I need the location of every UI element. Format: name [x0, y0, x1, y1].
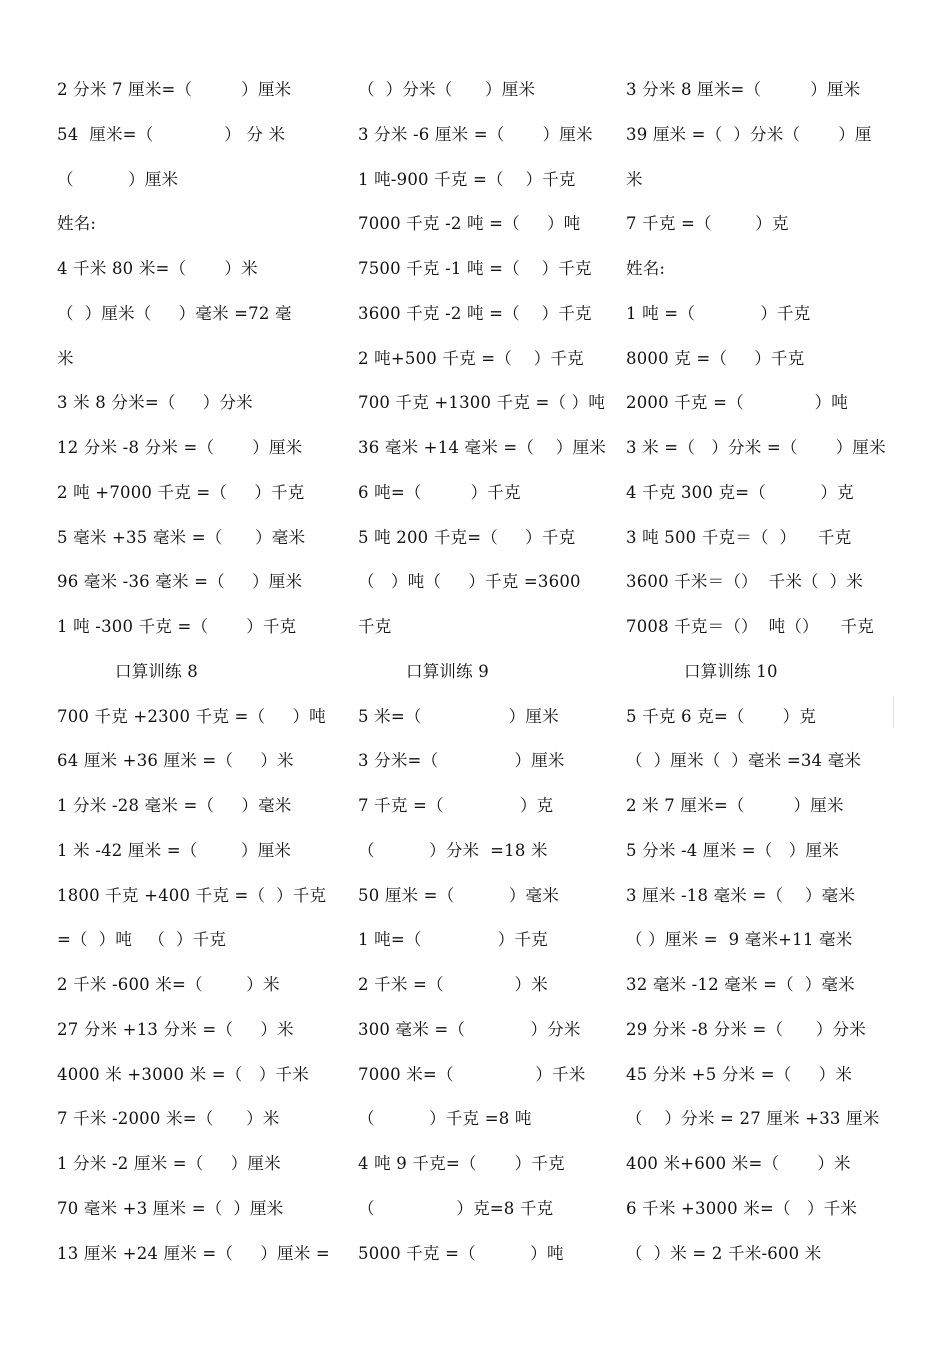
exercise-line: 4 千米 80 米=（ ）米 [57, 259, 258, 278]
exercise-line: 3 分米 8 厘米=（ ）厘米 [626, 80, 861, 99]
exercise-line: 2 千米 =（ ）米 [358, 975, 548, 994]
page-edge-mark [893, 696, 894, 728]
column-middle [358, 68, 613, 1276]
exercise-line: 50 厘米 =（ ）毫米 [358, 885, 559, 905]
section-title: 口算训练 10 [684, 661, 778, 681]
name-label: 姓名: [57, 214, 97, 234]
exercise-line: 1800 千克 +400 千克 =（ ）千克 [57, 885, 327, 905]
section-title: 口算训练 9 [406, 661, 489, 681]
exercise-line: 7 千克 =（ ）克 [626, 214, 789, 234]
exercise-line: 2 分米 7 厘米=（ ）厘米 [57, 80, 292, 99]
exercise-line: （ ）厘米（ ）毫米 =34 毫米 [626, 751, 862, 771]
exercise-line: 5 分米 -4 厘米 =（ ）厘米 [626, 840, 839, 860]
exercise-line: 3600 千克 -2 吨 =（ ）千克 [358, 303, 592, 323]
exercise-line: （ ）米 = 2 千米-600 米 [626, 1243, 822, 1263]
exercise-line: 39 厘米 =（ ）分米（ ）厘 [626, 124, 872, 144]
exercise-line: 700 千克 +2300 千克 =（ ）吨 [57, 706, 326, 726]
exercise-line: 29 分米 -8 分米 =（ ）分米 [626, 1019, 866, 1039]
exercise-line: 7 千米 -2000 米=（ ）米 [57, 1109, 280, 1129]
exercise-line: =（ ）吨 （ ）千克 [57, 930, 227, 950]
exercise-line: 36 毫米 +14 毫米 =（ ）厘米 [358, 438, 607, 457]
exercise-line: 米 [626, 169, 643, 189]
exercise-line: 2000 千克 =（ ）吨 [626, 393, 848, 413]
exercise-line: 5 千克 6 克=（ ）克 [626, 706, 817, 726]
exercise-line: 96 毫米 -36 毫米 =（ ）厘米 [57, 572, 303, 592]
exercise-line: （ ）克=8 千克 [358, 1198, 554, 1218]
exercise-line: 6 吨=（ ）千克 [358, 482, 521, 502]
exercise-line: 2 千米 -600 米=（ ）米 [57, 975, 280, 994]
exercise-line: 7 千克 =（ ）克 [358, 796, 554, 815]
exercise-line: 12 分米 -8 分米 =（ ）厘米 [57, 438, 303, 457]
exercise-line: 千克 [358, 617, 392, 636]
exercise-line: 6 千米 +3000 米=（ ）千米 [626, 1198, 858, 1218]
exercise-line: 3 米 8 分米=（ ）分米 [57, 393, 253, 413]
exercise-line: （ ）千克 =8 吨 [358, 1109, 532, 1129]
exercise-line: 1 分米 -28 毫米 =（ ）毫米 [57, 796, 292, 815]
exercise-line: （ ）厘米 [57, 169, 179, 189]
exercise-line: 5 毫米 +35 毫米 =（ ）毫米 [57, 527, 306, 547]
exercise-line: 8000 克 =（ ）千克 [626, 348, 805, 368]
exercise-line: 3 厘米 -18 毫米 =（ ）毫米 [626, 885, 856, 905]
exercise-line: 7008 千克＝（） 吨（） 千克 [626, 617, 874, 636]
exercise-line: 3600 千米＝（） 千米（ ）米 [626, 572, 864, 592]
exercise-line: 400 米+600 米=（ ）米 [626, 1154, 851, 1173]
exercise-line: 3 吨 500 千克＝（ ） 千克 [626, 527, 852, 547]
column-left [57, 68, 347, 1276]
exercise-line: 5 吨 200 千克=（ ）千克 [358, 527, 576, 547]
exercise-line: 3 分米 -6 厘米 =（ ）厘米 [358, 124, 593, 144]
exercise-line: 300 毫米 =（ ）分米 [358, 1019, 581, 1039]
exercise-line: 7000 千克 -2 吨 =（ ）吨 [358, 214, 581, 234]
exercise-line: 45 分米 +5 分米 =（ ）米 [626, 1064, 853, 1084]
exercise-line: 1 吨 =（ ）千克 [626, 303, 811, 323]
exercise-line: 64 厘米 +36 厘米 =（ ）米 [57, 751, 294, 771]
exercise-line: 7500 千克 -1 吨 =（ ）千克 [358, 259, 592, 278]
exercise-line: （ ）分米（ ）厘米 [358, 80, 536, 99]
exercise-line: 13 厘米 +24 厘米 =（ ）厘米 = [57, 1243, 330, 1263]
exercise-line: （ ）分米 = 27 厘米 +33 厘米 [626, 1109, 880, 1129]
exercise-line: 4000 米 +3000 米 =（ ）千米 [57, 1064, 309, 1084]
exercise-line: 70 毫米 +3 厘米 =（ ）厘米 [57, 1198, 284, 1218]
exercise-line: 米 [57, 348, 74, 368]
exercise-line: 1 吨-900 千克 =（ ）千克 [358, 169, 576, 189]
exercise-line: 3 米 =（ ）分米 =（ ）厘米 [626, 438, 886, 457]
section-title: 口算训练 8 [115, 661, 198, 681]
exercise-line: 4 千克 300 克=（ ）克 [626, 482, 854, 502]
exercise-line: 1 吨 -300 千克 =（ ）千克 [57, 617, 297, 636]
exercise-line: 32 毫米 -12 毫米 =（ ）毫米 [626, 975, 855, 994]
exercise-line: 2 吨 +7000 千克 =（ ）千克 [57, 482, 305, 502]
exercise-line: （ ）分米 =18 米 [358, 840, 548, 860]
exercise-line: 1 吨=（ ）千克 [358, 930, 548, 950]
exercise-line: 27 分米 +13 分米 =（ ）米 [57, 1019, 294, 1039]
exercise-line: 5000 千克 =（ ）吨 [358, 1243, 564, 1263]
exercise-line: 4 吨 9 千克=（ ）千克 [358, 1154, 565, 1173]
column-right [626, 68, 901, 1276]
exercise-line: （ ）吨（ ）千克 =3600 [358, 572, 581, 592]
exercise-line: 2 米 7 厘米=（ ）厘米 [626, 796, 844, 815]
exercise-line: 54 厘米=（ ） 分 米 [57, 124, 286, 144]
exercise-line: 1 米 -42 厘米 =（ ）厘米 [57, 840, 292, 860]
exercise-line: 5 米=（ ）厘米 [358, 706, 559, 726]
exercise-line: （ ）厘米（ ）毫米 =72 毫 [57, 303, 292, 323]
exercise-line: （ ）厘米 = 9 毫米+11 毫米 [626, 930, 853, 950]
exercise-line: 3 分米=（ ）厘米 [358, 751, 565, 771]
exercise-line: 7000 米=（ ）千米 [358, 1064, 586, 1084]
exercise-line: 1 分米 -2 厘米 =（ ）厘米 [57, 1154, 281, 1173]
name-label: 姓名: [626, 259, 666, 278]
exercise-line: 2 吨+500 千克 =（ ）千克 [358, 348, 584, 368]
exercise-line: 700 千克 +1300 千克 =（ ）吨 [358, 393, 606, 413]
